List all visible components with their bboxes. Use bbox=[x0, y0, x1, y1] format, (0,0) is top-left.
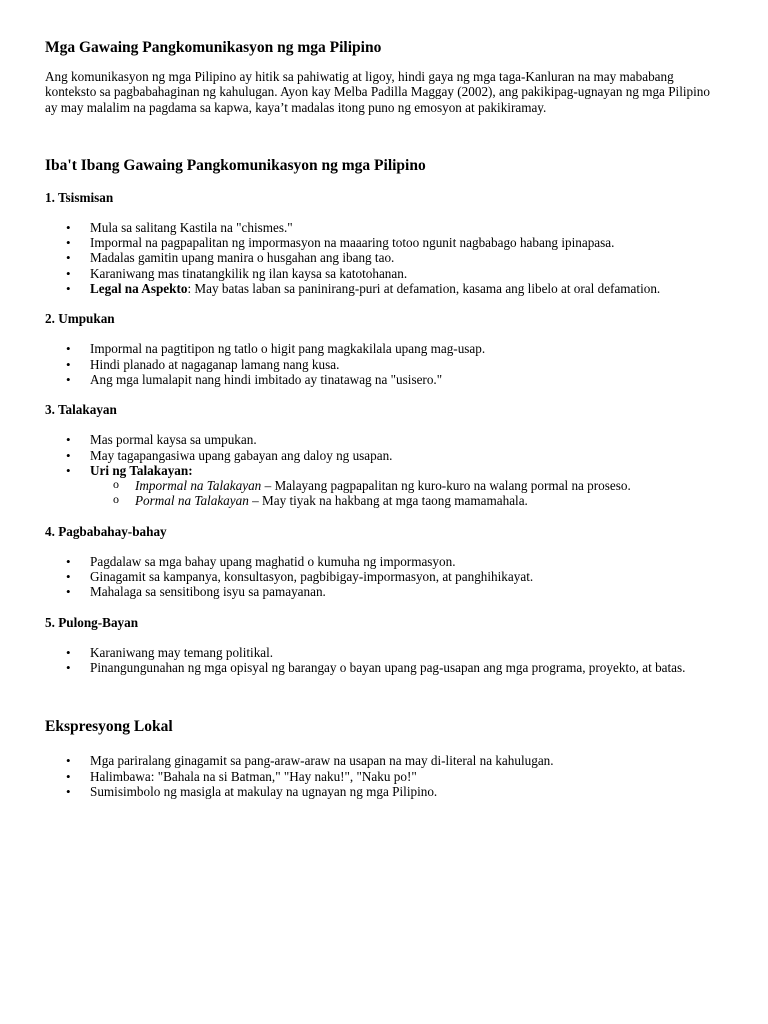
heading-pagbabahay: 4. Pagbabahay-bahay bbox=[45, 523, 167, 539]
list-item: • Karaniwang may temang politikal. bbox=[90, 645, 725, 660]
list-talakayan bbox=[45, 432, 725, 508]
list-item-uri bbox=[90, 463, 725, 509]
list-item: • Hindi planado at nagaganap lamang nang kusa. bbox=[90, 357, 725, 372]
list-item: • Mas pormal kaysa sa umpukan. bbox=[90, 432, 725, 447]
sublist-item bbox=[135, 493, 725, 508]
heading-umpukan: 2. Umpukan bbox=[45, 311, 115, 327]
sub-term: Pormal na Talakayan bbox=[135, 493, 249, 509]
list-item: • May tagapangasiwa upang gabayan ang daloy ng usapan. bbox=[90, 448, 725, 463]
list-tsismisan bbox=[45, 220, 725, 296]
list-item: • Mula sa salitang Kastila na "chismes." bbox=[90, 220, 725, 235]
sublist-item bbox=[135, 478, 725, 493]
list-ekspresyong-lokal bbox=[45, 753, 725, 799]
heading-talakayan: 3. Talakayan bbox=[45, 402, 117, 418]
list-item: • Mga pariralang ginagamit sa pang-araw-araw na usapan na may di-literal na kahulugan. bbox=[90, 753, 725, 768]
sublist-uri-talakayan bbox=[90, 478, 725, 509]
list-item: • Impormal na pagpapalitan ng impormasyon na maaaring totoo ngunit nagbabago habang ipinapasa. bbox=[90, 235, 725, 250]
sub-term: Impormal na Talakayan bbox=[135, 478, 262, 494]
list-item: • Pagdalaw sa mga bahay upang maghatid o kumuha ng impormasyon. bbox=[90, 554, 725, 569]
list-item: • Ginagamit sa kampanya, konsultasyon, pagbibigay-impormasyon, at panghihikayat. bbox=[90, 569, 725, 584]
section-heading-gawain: Iba't Ibang Gawaing Pangkomunikasyon ng mga Pilipino bbox=[45, 156, 426, 174]
heading-pulong-bayan: 5. Pulong-Bayan bbox=[45, 614, 139, 630]
uri-label: Uri ng Talakayan: bbox=[90, 462, 193, 478]
section-heading-ekspresyong-lokal: Ekspresyong Lokal bbox=[45, 718, 173, 736]
legal-text: : May batas laban sa paninirang-puri at defamation, kasama ang libelo at oral defamation. bbox=[187, 281, 661, 297]
document-page bbox=[45, 36, 725, 799]
heading-tsismisan: 1. Tsismisan bbox=[45, 189, 114, 205]
list-item-legal bbox=[90, 281, 725, 296]
intro-paragraph: Ang komunikasyon ng mga Pilipino ay hitik sa pahiwatig at ligoy, hindi gaya ng mga taga-Kanluran na may mababang konteksto sa pagbabahaginan ng kahulugan. Ayon kay Melba Padilla Maggay (2002), ang pakikipag-ugnayan ng mga Pilipino ay may malalim na pagdama sa kapwa, kaya’t madalas itong puno ng emosyon at pakikiramay. bbox=[45, 69, 710, 115]
list-item: • Sumisimbolo ng masigla at makulay na ugnayan ng mga Pilipino. bbox=[90, 784, 725, 799]
list-item: • Pinangungunahan ng mga opisyal ng barangay o bayan upang pag-usapan ang mga programa, proyekto, at batas. bbox=[90, 660, 725, 675]
legal-label: Legal na Aspekto bbox=[90, 281, 188, 297]
list-item: • Mahalaga sa sensitibong isyu sa pamayanan. bbox=[90, 584, 725, 599]
list-pulong-bayan bbox=[45, 645, 725, 676]
document-title: Mga Gawaing Pangkomunikasyon ng mga Pilipino bbox=[45, 39, 382, 56]
list-item: • Halimbawa: "Bahala na si Batman," "Hay naku!", "Naku po!" bbox=[90, 769, 725, 784]
list-pagbabahay bbox=[45, 554, 725, 600]
sub-desc: – May tiyak na hakbang at mga taong mamamahala. bbox=[248, 493, 528, 509]
list-item: • Ang mga lumalapit nang hindi imbitado ay tinatawag na "usisero." bbox=[90, 372, 725, 387]
list-item: • Karaniwang mas tinatangkilik ng ilan kaysa sa katotohanan. bbox=[90, 266, 725, 281]
list-umpukan bbox=[45, 341, 725, 387]
list-item: • Madalas gamitin upang manira o husgahan ang ibang tao. bbox=[90, 250, 725, 265]
list-item: • Impormal na pagtitipon ng tatlo o higit pang magkakilala upang mag-usap. bbox=[90, 341, 725, 356]
sub-desc: – Malayang pagpapalitan ng kuro-kuro na walang pormal na proseso. bbox=[261, 478, 631, 494]
